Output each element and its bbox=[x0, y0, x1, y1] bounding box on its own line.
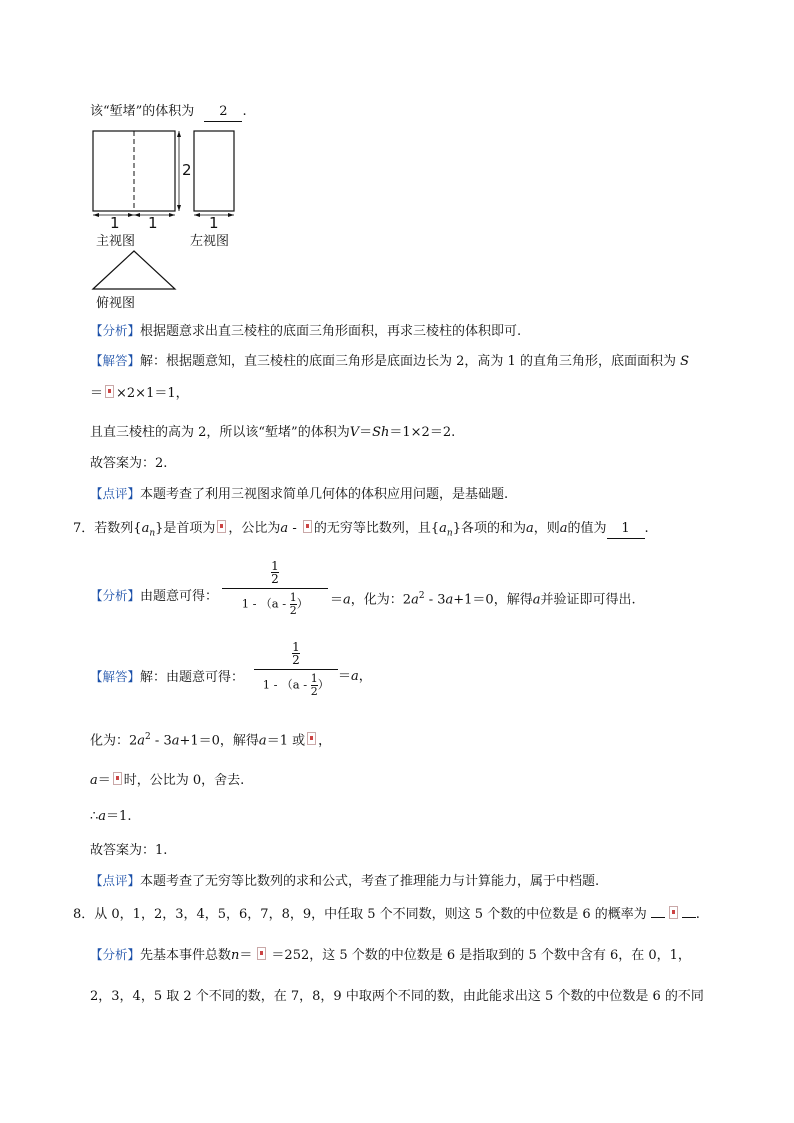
q7-a2: a bbox=[439, 521, 447, 536]
q6-solution-text3: 且直三棱柱的高为 2，所以该“堑堵”的体积为 bbox=[90, 425, 350, 440]
q6-answer-blank bbox=[204, 103, 242, 122]
q7-line-a-a2: a bbox=[171, 733, 180, 749]
q6-stem-suffix: . bbox=[242, 104, 247, 119]
q7-line-a-rest: - 3 bbox=[150, 733, 172, 749]
q7-analysis-a2: a bbox=[411, 592, 419, 608]
therefore-symbol: ∴ bbox=[90, 809, 99, 824]
q8-eq: ＝ bbox=[239, 948, 253, 963]
q6-solution-line1 bbox=[90, 352, 689, 371]
three-view-figure bbox=[88, 125, 248, 315]
q7-answer: 1 bbox=[621, 521, 630, 536]
broken-image-icon bbox=[307, 732, 316, 745]
q6-solution-line3 bbox=[90, 424, 455, 442]
broken-image-icon bbox=[105, 385, 114, 398]
q7-line-c-rest: ＝1. bbox=[106, 809, 132, 824]
height-arrow-bottom bbox=[177, 205, 181, 211]
q7-stem-k: 的值为 bbox=[567, 521, 607, 536]
width-arrow-right bbox=[169, 213, 175, 217]
q6-analysis bbox=[90, 322, 521, 341]
q7-analysis-a3: a bbox=[445, 592, 454, 608]
q8-blank-left bbox=[651, 917, 665, 918]
q6-v: V bbox=[349, 425, 360, 440]
q7-stem-e: - bbox=[288, 521, 301, 536]
q6-solution-text1: 解：根据题意知，直三棱柱的底面三角形是底面边长为 2，高为 1 的直角三角形，底面面积为 bbox=[140, 354, 676, 369]
q7-analysis bbox=[90, 587, 218, 606]
frac-num-bottom: 2 bbox=[271, 572, 279, 586]
broken-image-icon bbox=[257, 947, 266, 960]
q7-stem bbox=[73, 520, 649, 543]
q8-blank-right bbox=[682, 917, 696, 918]
sol-inner-den: 2 bbox=[310, 685, 318, 698]
dim-height-label: 2 bbox=[182, 161, 192, 179]
q7-stem-c: ，公比为 bbox=[228, 521, 281, 536]
dim-side-label: 1 bbox=[209, 214, 219, 232]
q7-solution bbox=[90, 668, 244, 687]
q7-stem-i: ，则 bbox=[533, 521, 560, 536]
sol-frac-num-top: 1 bbox=[292, 640, 300, 654]
q8-n: n bbox=[231, 948, 240, 963]
analysis-tag: 【分析】 bbox=[90, 323, 141, 338]
q7-stem-b: }是首项为 bbox=[155, 521, 216, 536]
q7-n2: n bbox=[446, 528, 453, 539]
dim-1b-label: 1 bbox=[148, 214, 158, 232]
q7-analysis-fraction bbox=[222, 560, 328, 617]
q7-sol-a: a bbox=[351, 669, 359, 684]
q7-stem-g: }各项的和为 bbox=[452, 521, 526, 536]
q6-solution-line2 bbox=[90, 385, 189, 403]
broken-image-icon bbox=[217, 520, 226, 533]
q6-solution-text2: ×2×1＝1， bbox=[116, 386, 189, 401]
broken-image-icon bbox=[113, 772, 122, 785]
frac-den-post: ） bbox=[296, 596, 309, 611]
q7-solution-pre: 解：由题意可得： bbox=[140, 670, 245, 685]
front-view-label: 主视图 bbox=[96, 234, 136, 249]
q7-solution-fraction bbox=[254, 641, 338, 698]
q7-analysis-rest1: - 3 bbox=[424, 592, 446, 608]
q7-line-a-sup: 2 bbox=[145, 732, 151, 742]
q8-stem bbox=[73, 906, 700, 924]
q8-analysis-pre: 先基本事件总数 bbox=[140, 948, 232, 963]
q7-stem-j: a bbox=[559, 521, 568, 536]
q7-stem-f: 的无穷等比数列，且{ bbox=[313, 521, 440, 536]
sol-frac-den-pre: 1 - （a - bbox=[262, 677, 311, 692]
q7-sup2: 2 bbox=[418, 591, 425, 601]
q7-analysis-a: a bbox=[343, 592, 351, 608]
q7-sol-frac-den bbox=[254, 673, 338, 698]
inner-den: 2 bbox=[289, 604, 297, 617]
main-fraction-bar bbox=[222, 588, 328, 589]
q7-line-b-rest: 时，公比为 0，舍去. bbox=[123, 773, 245, 788]
width-arrow-mid-r bbox=[134, 213, 140, 217]
q7-frac-num bbox=[271, 560, 279, 585]
top-view-label: 俯视图 bbox=[96, 296, 136, 311]
q7-analysis-end: 并验证即可得出. bbox=[540, 592, 636, 608]
broken-image-icon bbox=[669, 906, 678, 919]
q7-number: 7． bbox=[73, 521, 95, 536]
q7-analysis-mid: ，化为：2 bbox=[350, 592, 412, 608]
dim-1a-label: 1 bbox=[110, 214, 120, 232]
comment-tag: 【点评】 bbox=[90, 873, 141, 888]
q6-solution-s: S bbox=[680, 354, 690, 369]
q7-final-answer: 故答案为：1. bbox=[90, 843, 168, 858]
q7-stem-h: a bbox=[525, 521, 534, 536]
q7-frac-den bbox=[222, 592, 328, 617]
solution-tag: 【解答】 bbox=[90, 353, 141, 368]
q7-solution-rest bbox=[338, 668, 372, 686]
top-view-triangle bbox=[93, 251, 175, 289]
side-arrow-right bbox=[228, 213, 234, 217]
height-arrow-top bbox=[177, 131, 181, 137]
q7-line-b-a: a bbox=[90, 773, 98, 788]
q6-stem bbox=[90, 103, 247, 122]
sol-frac-num-bottom: 2 bbox=[292, 653, 300, 667]
q7-sol-eq: ＝ bbox=[338, 669, 352, 684]
solution-tag: 【解答】 bbox=[90, 669, 141, 684]
q6-sh: Sh bbox=[372, 425, 390, 440]
q7-line-a-a3: a bbox=[258, 733, 267, 749]
q7-line-a bbox=[90, 728, 331, 750]
q6-comment-text: 本题考查了利用三视图求简单几何体的体积应用问题，是基础题. bbox=[140, 487, 509, 502]
side-view-rect bbox=[194, 131, 234, 211]
q7-sol-frac-num bbox=[292, 641, 300, 666]
frac-num-top: 1 bbox=[271, 559, 279, 573]
q7-line-c bbox=[90, 808, 131, 826]
q7-comment-text: 本题考查了无穷等比数列的求和公式，考查了推理能力与计算能力，属于中档题. bbox=[140, 874, 600, 889]
comment-tag: 【点评】 bbox=[90, 486, 141, 501]
q7-line-a-rest3: ＝1 或 bbox=[266, 733, 306, 749]
sol-fraction-bar bbox=[254, 669, 338, 670]
q8-analysis-post: ＝252，这 5 个数的中位数是 6 是指取到的 5 个数中含有 6，在 0，1， bbox=[271, 948, 691, 963]
q7-stem-a: 若数列{ bbox=[94, 521, 142, 536]
q8-stem-end: . bbox=[695, 907, 700, 922]
q7-stem-end: . bbox=[644, 521, 649, 536]
q7-analysis-rest2: +1＝0，解得 bbox=[453, 592, 533, 608]
q8-stem-text: 从 0，1，2，3，4，5，6，7，8，9，中任取 5 个不同数，则这 5 个数的中位数是 6 的概率为 bbox=[94, 907, 647, 922]
analysis-tag: 【分析】 bbox=[90, 947, 141, 962]
q7-line-b bbox=[90, 772, 244, 790]
side-arrow-left bbox=[194, 213, 200, 217]
q7-line-b-eq: ＝ bbox=[97, 773, 111, 788]
q7-line-a-end: ， bbox=[318, 733, 332, 749]
broken-image-icon bbox=[303, 520, 312, 533]
q7-a1: a bbox=[141, 521, 150, 536]
q6-comment bbox=[90, 485, 508, 504]
q7-n1: n bbox=[149, 528, 156, 539]
q7-sol-comma: ， bbox=[358, 669, 372, 684]
width-arrow-mid-l bbox=[128, 213, 134, 217]
q8-analysis bbox=[90, 946, 691, 965]
q7-line-a-text: 化为：2 bbox=[90, 733, 138, 749]
q6-stem-text: 该“堑堵”的体积为 bbox=[90, 104, 195, 119]
q7-comment bbox=[90, 872, 599, 891]
frac-den-pre: 1 - （a - bbox=[241, 596, 290, 611]
sol-inner-frac bbox=[311, 673, 318, 698]
q7-analysis-pre: 由题意可得： bbox=[140, 589, 219, 604]
inner-num: 1 bbox=[289, 591, 297, 604]
q7-analysis-a4: a bbox=[532, 592, 541, 608]
q6-final-answer: 故答案为：2. bbox=[90, 456, 168, 471]
q7-line-c-a: a bbox=[98, 809, 107, 824]
q6-solution-end: ＝1×2＝2. bbox=[389, 425, 456, 440]
side-view-label: 左视图 bbox=[190, 234, 230, 249]
q6-eq: ＝ bbox=[359, 425, 373, 440]
q7-answer-blank bbox=[607, 520, 645, 539]
inner-frac bbox=[290, 592, 297, 617]
width-arrow-left bbox=[93, 213, 99, 217]
analysis-tag: 【分析】 bbox=[90, 588, 141, 603]
q7-line-a-a: a bbox=[137, 733, 146, 749]
q7-analysis-rest bbox=[330, 587, 636, 609]
q6-analysis-text: 根据题意求出直三棱柱的底面三角形面积，再求三棱柱的体积即可. bbox=[140, 324, 522, 339]
q7-line-a-rest2: +1＝0，解得 bbox=[179, 733, 259, 749]
q6-answer: 2 bbox=[219, 104, 228, 119]
sol-inner-num: 1 bbox=[310, 672, 318, 685]
q6-eq-sign: ＝ bbox=[90, 386, 104, 401]
sol-frac-den-post: ） bbox=[317, 677, 330, 692]
q8-number: 8． bbox=[73, 907, 95, 922]
q7-eq: ＝ bbox=[330, 592, 344, 608]
q8-analysis-line2: 2，3，4，5 取 2 个不同的数，在 7，8，9 中取两个不同的数，由此能求出这 5 个数的中位数是 6 的不同 bbox=[90, 989, 704, 1004]
q7-stem-d: a bbox=[280, 521, 289, 536]
